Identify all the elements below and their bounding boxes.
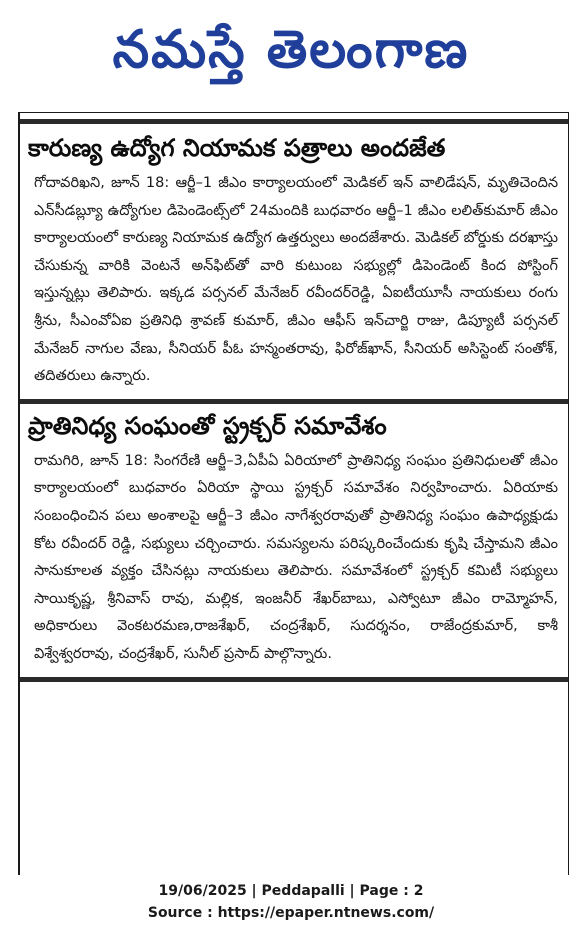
news-clipping (18, 112, 569, 875)
article-1-body: గోదావరిఖని, జూన్ 18: ఆర్జీ–1 జీఎం కార్యాలయంలో మెడికల్ ఇన్ వాలిడేషన్, మృతిచెందిన ఎన్‌సీడబ్ల్యూ ఉద్యోగుల డిపెండెంట్స్‌లో 24మందికి బుధవారం ఆర్జీ–1 జీఎం లలిత్‌కుమార్ జీఎం కార్యాలయంలో కారుణ్య నియామక ఉద్యోగ ఉత్తర్వులు అందజేశారు. మెడికల్ బోర్డుకు దరఖాస్తు చేసుకున్న వారికి వెంటనే అన్‌ఫిట్‌తో వారి కుటుంబ సభ్యుల్లో డిపెండెంట్ కింద పోస్టింగ్ ఇస్తున్నట్లు తెలిపారు. ఇక్కడ పర్సనల్ మేనేజర్ రవీందర్‌రెడ్డి, ఏఐటీయూసీ నాయకులు రంగు శ్రీను, సీఎంవోఏఐ ప్రతినిధి శ్రావణ్ కుమార్, జీఎం ఆఫీస్ ఇన్‌చార్జి రాజు, డిప్యూటీ పర్సనల్ మేనేజర్ నాగుల వేణు, సీనియర్ పీఓ హన్మంతరావు, ఫిరోజ్‌ఖాన్, సీనియర్ అసిస్టెంట్ సంతోశ్, తదితరులు ఉన్నారు. (34, 175, 558, 385)
divider (20, 399, 568, 404)
article-2-headline: ప్రాతినిధ్య సంఘంతో స్ట్రక్చర్ సమావేశం (28, 411, 387, 440)
article-1 (20, 130, 568, 391)
date-edition-page: 19/06/2025 | Peddapalli | Page : 2 (158, 883, 424, 899)
article-2-body: రామగిరి, జూన్ 18: సింగరేణి ఆర్జీ–3,ఏపీఏ ఏరియాలో ప్రాతినిధ్య సంఘం ప్రతినిధులతో జీఎం కార్యాలయంలో బుధవారం ఏరియా స్థాయి స్ట్రక్చర్ సమావేశం నిర్వహించారు. ఏరియాకు సంబంధించిన పలు అంశాలపై ఆర్జీ–3 జీఎం నాగేశ్వరరావుతో ప్రాతినిధ్య సంఘం ఉపాధ్యక్షుడు కోట రవీందర్ రెడ్డి, సభ్యులు చర్చించారు. సమస్యలను పరిష్కరించేందుకు కృషి చేస్తామని జీఎం సానుకూలత వ్యక్తం చేసినట్లు నాయకులు తెలిపారు. సమావేశంలో స్ట్రక్చర్ కమిటీ సభ్యులు సాయికృష్ణ, శ్రీనివాస్ రావు, మల్లిక, ఇంజనీర్ శేఖర్‌బాబు, ఎస్వోటూ జీఎం రామ్మోహన్, అధికారులు వెంకటరమణ,రాజశేఖర్, చంద్రశేఖర్, సుదర్శనం, రాజేంద్రకుమార్, కాశీ విశ్వేశ్వరరావు, చంద్రశేఖర్, సునీల్ ప్రసాద్ పాల్గొన్నారు. (34, 452, 558, 662)
newspaper-title: నమస్తే తెలంగాణ (112, 19, 470, 80)
divider (20, 119, 568, 124)
page-footer (0, 880, 582, 924)
source-link[interactable]: Source : https://epaper.ntnews.com/ (147, 905, 435, 921)
masthead (0, 0, 582, 112)
truncated-next-headline (20, 688, 568, 700)
divider (20, 677, 568, 682)
article-2 (20, 408, 568, 669)
article-1-headline: కారుణ్య ఉద్యోగ నియామక పత్రాలు అందజేత (28, 134, 446, 162)
